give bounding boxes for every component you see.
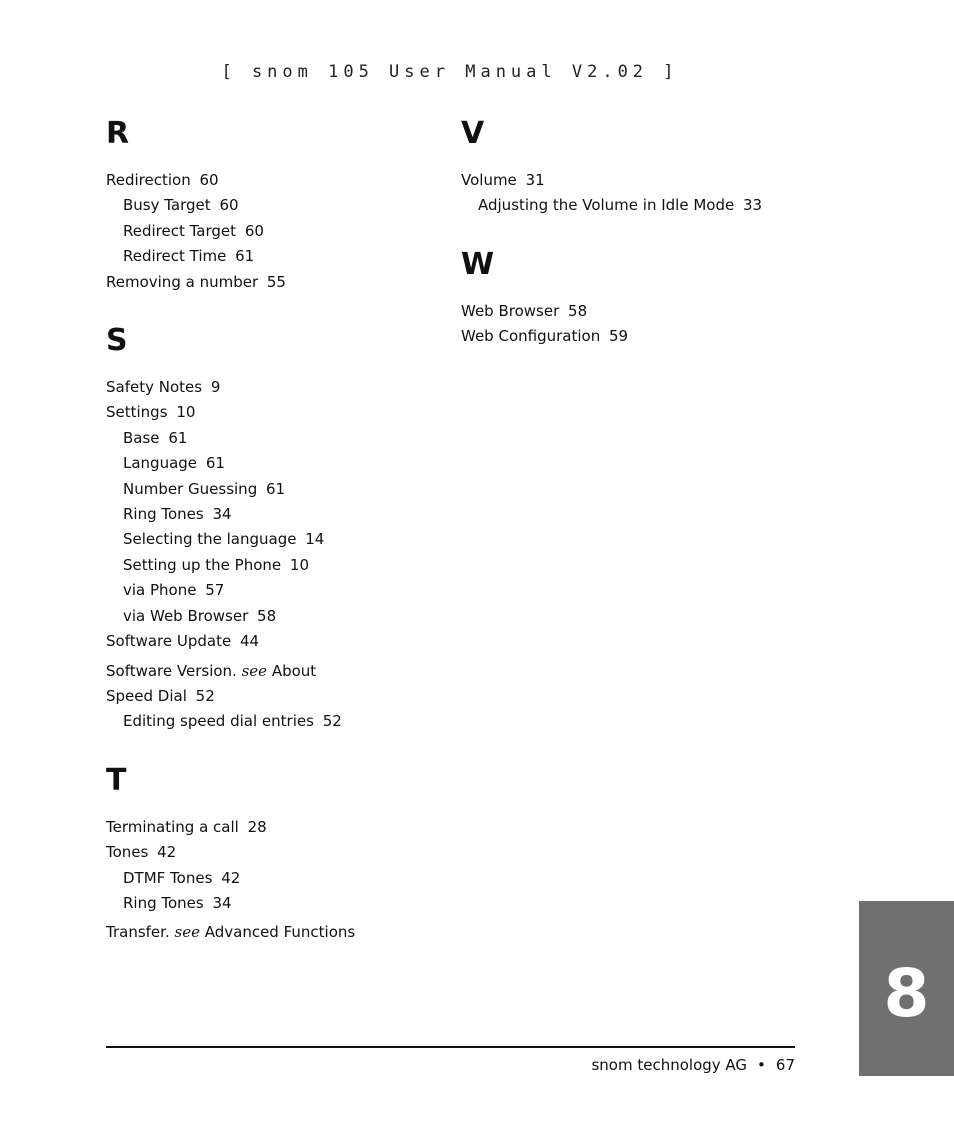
entry-term: Settings	[106, 403, 168, 422]
entry-term: Web Browser	[461, 301, 560, 320]
index-column-right	[461, 114, 821, 376]
section-letter: V	[461, 116, 485, 151]
entry-page: 58	[568, 301, 588, 320]
entry-term: Redirection	[106, 171, 191, 189]
index-subentry	[106, 709, 436, 734]
running-header-text: [ snom 105 User Manual V2.02 ]	[221, 62, 679, 82]
index-subentry	[106, 219, 436, 244]
entry-term: Terminating a call	[106, 817, 239, 836]
entry-term: Speed Dial	[106, 686, 187, 705]
index-subentry	[106, 891, 436, 916]
entry-term: Safety Notes	[106, 378, 203, 397]
entry-term: DTMF Tones	[123, 868, 213, 887]
index-entry	[106, 375, 436, 400]
index-subentry	[106, 578, 436, 603]
entry-see-word: see	[174, 923, 200, 942]
entry-see-target: About	[271, 661, 317, 680]
entry-see-word: see	[241, 661, 268, 680]
entry-page: 10	[176, 403, 196, 422]
entry-page: 52	[195, 686, 215, 705]
index-subentry	[106, 866, 436, 891]
section-letter: R	[106, 116, 130, 151]
entry-page: 9	[210, 378, 221, 397]
entry-term: Busy Target	[123, 196, 211, 215]
entry-term: Web Configuration	[461, 327, 601, 346]
index-entry	[461, 299, 821, 324]
index-entry	[106, 815, 436, 840]
index-subentry	[106, 527, 436, 552]
entry-page: 61	[168, 428, 188, 447]
chapter-number: 8	[883, 955, 930, 1032]
section-letter: W	[461, 246, 495, 282]
entry-page: 59	[608, 327, 629, 346]
entry-term: Ring Tones	[123, 505, 204, 524]
section-letter: S	[106, 323, 128, 359]
index-entry	[106, 659, 436, 684]
entry-page: 28	[247, 817, 267, 836]
entry-page: 60	[199, 171, 219, 189]
entry-page: 60	[219, 196, 239, 215]
footer-company: snom technology AG	[591, 1056, 748, 1074]
entry-page: 58	[257, 606, 277, 625]
page-footer	[591, 1056, 795, 1074]
entry-see-target: Advanced Functions	[204, 923, 356, 942]
index-column-left	[106, 114, 436, 972]
footer-rule	[106, 1046, 795, 1048]
index-entry	[461, 324, 821, 349]
index-entry	[461, 168, 821, 193]
entry-term: Selecting the language	[123, 530, 297, 549]
index-section-r	[106, 114, 436, 295]
index-entry	[106, 684, 436, 709]
chapter-tab	[859, 901, 954, 1076]
entry-term: Tones	[106, 843, 149, 862]
index-section-w	[461, 245, 821, 350]
entry-term: Language	[123, 454, 198, 473]
entry-term: Redirect Time	[123, 247, 227, 266]
index-entry	[106, 920, 436, 945]
index-section-t	[106, 761, 436, 946]
entry-term: Volume	[461, 171, 517, 189]
index-subentry	[106, 193, 436, 218]
entry-page: 55	[266, 272, 286, 291]
entry-term: Software Version.	[106, 661, 237, 680]
running-header	[0, 62, 900, 82]
entry-term: Adjusting the Volume in Idle Mode	[478, 196, 735, 215]
index-subentry	[106, 604, 436, 629]
entry-page: 60	[244, 221, 264, 240]
index-subentry	[106, 451, 436, 476]
entry-page: 34	[212, 505, 232, 524]
index-subentry	[106, 553, 436, 578]
entry-page: 61	[235, 247, 255, 266]
entry-term: via Web Browser	[123, 606, 249, 625]
entry-page: 44	[240, 632, 260, 651]
entry-page: 10	[289, 555, 309, 574]
footer-bullet: •	[757, 1056, 766, 1074]
entry-page: 14	[305, 530, 325, 549]
index-section-v	[461, 114, 821, 219]
entry-page: 33	[743, 196, 763, 215]
index-subentry	[106, 502, 436, 527]
index-entry	[106, 629, 436, 654]
entry-page: 34	[212, 893, 232, 912]
entry-page: 42	[157, 843, 177, 862]
index-section-s	[106, 321, 436, 735]
entry-page: 61	[205, 454, 225, 473]
index-entry	[106, 400, 436, 425]
entry-term: Editing speed dial entries	[123, 712, 314, 731]
entry-page: 52	[322, 712, 342, 731]
index-entry	[106, 840, 436, 865]
entry-page: 42	[221, 868, 241, 887]
entry-term: Ring Tones	[123, 893, 204, 912]
index-subentry	[106, 244, 436, 269]
index-subentry	[106, 426, 436, 451]
entry-term: Software Update	[106, 632, 232, 651]
entry-term: via Phone	[123, 581, 197, 600]
entry-page: 31	[525, 171, 545, 189]
index-entry	[106, 270, 436, 295]
index-subentry	[461, 193, 821, 218]
entry-term: Number Guessing	[123, 479, 258, 498]
entry-term: Removing a number	[106, 272, 259, 291]
index-subentry	[106, 477, 436, 502]
section-letter: T	[106, 762, 127, 798]
entry-term: Redirect Target	[123, 221, 237, 240]
entry-page: 57	[205, 581, 225, 600]
footer-page-number: 67	[775, 1056, 795, 1074]
entry-term: Setting up the Phone	[123, 555, 282, 574]
entry-page: 61	[266, 479, 286, 498]
entry-term: Base	[123, 428, 160, 447]
index-entry	[106, 168, 436, 193]
entry-term: Transfer.	[106, 923, 170, 942]
